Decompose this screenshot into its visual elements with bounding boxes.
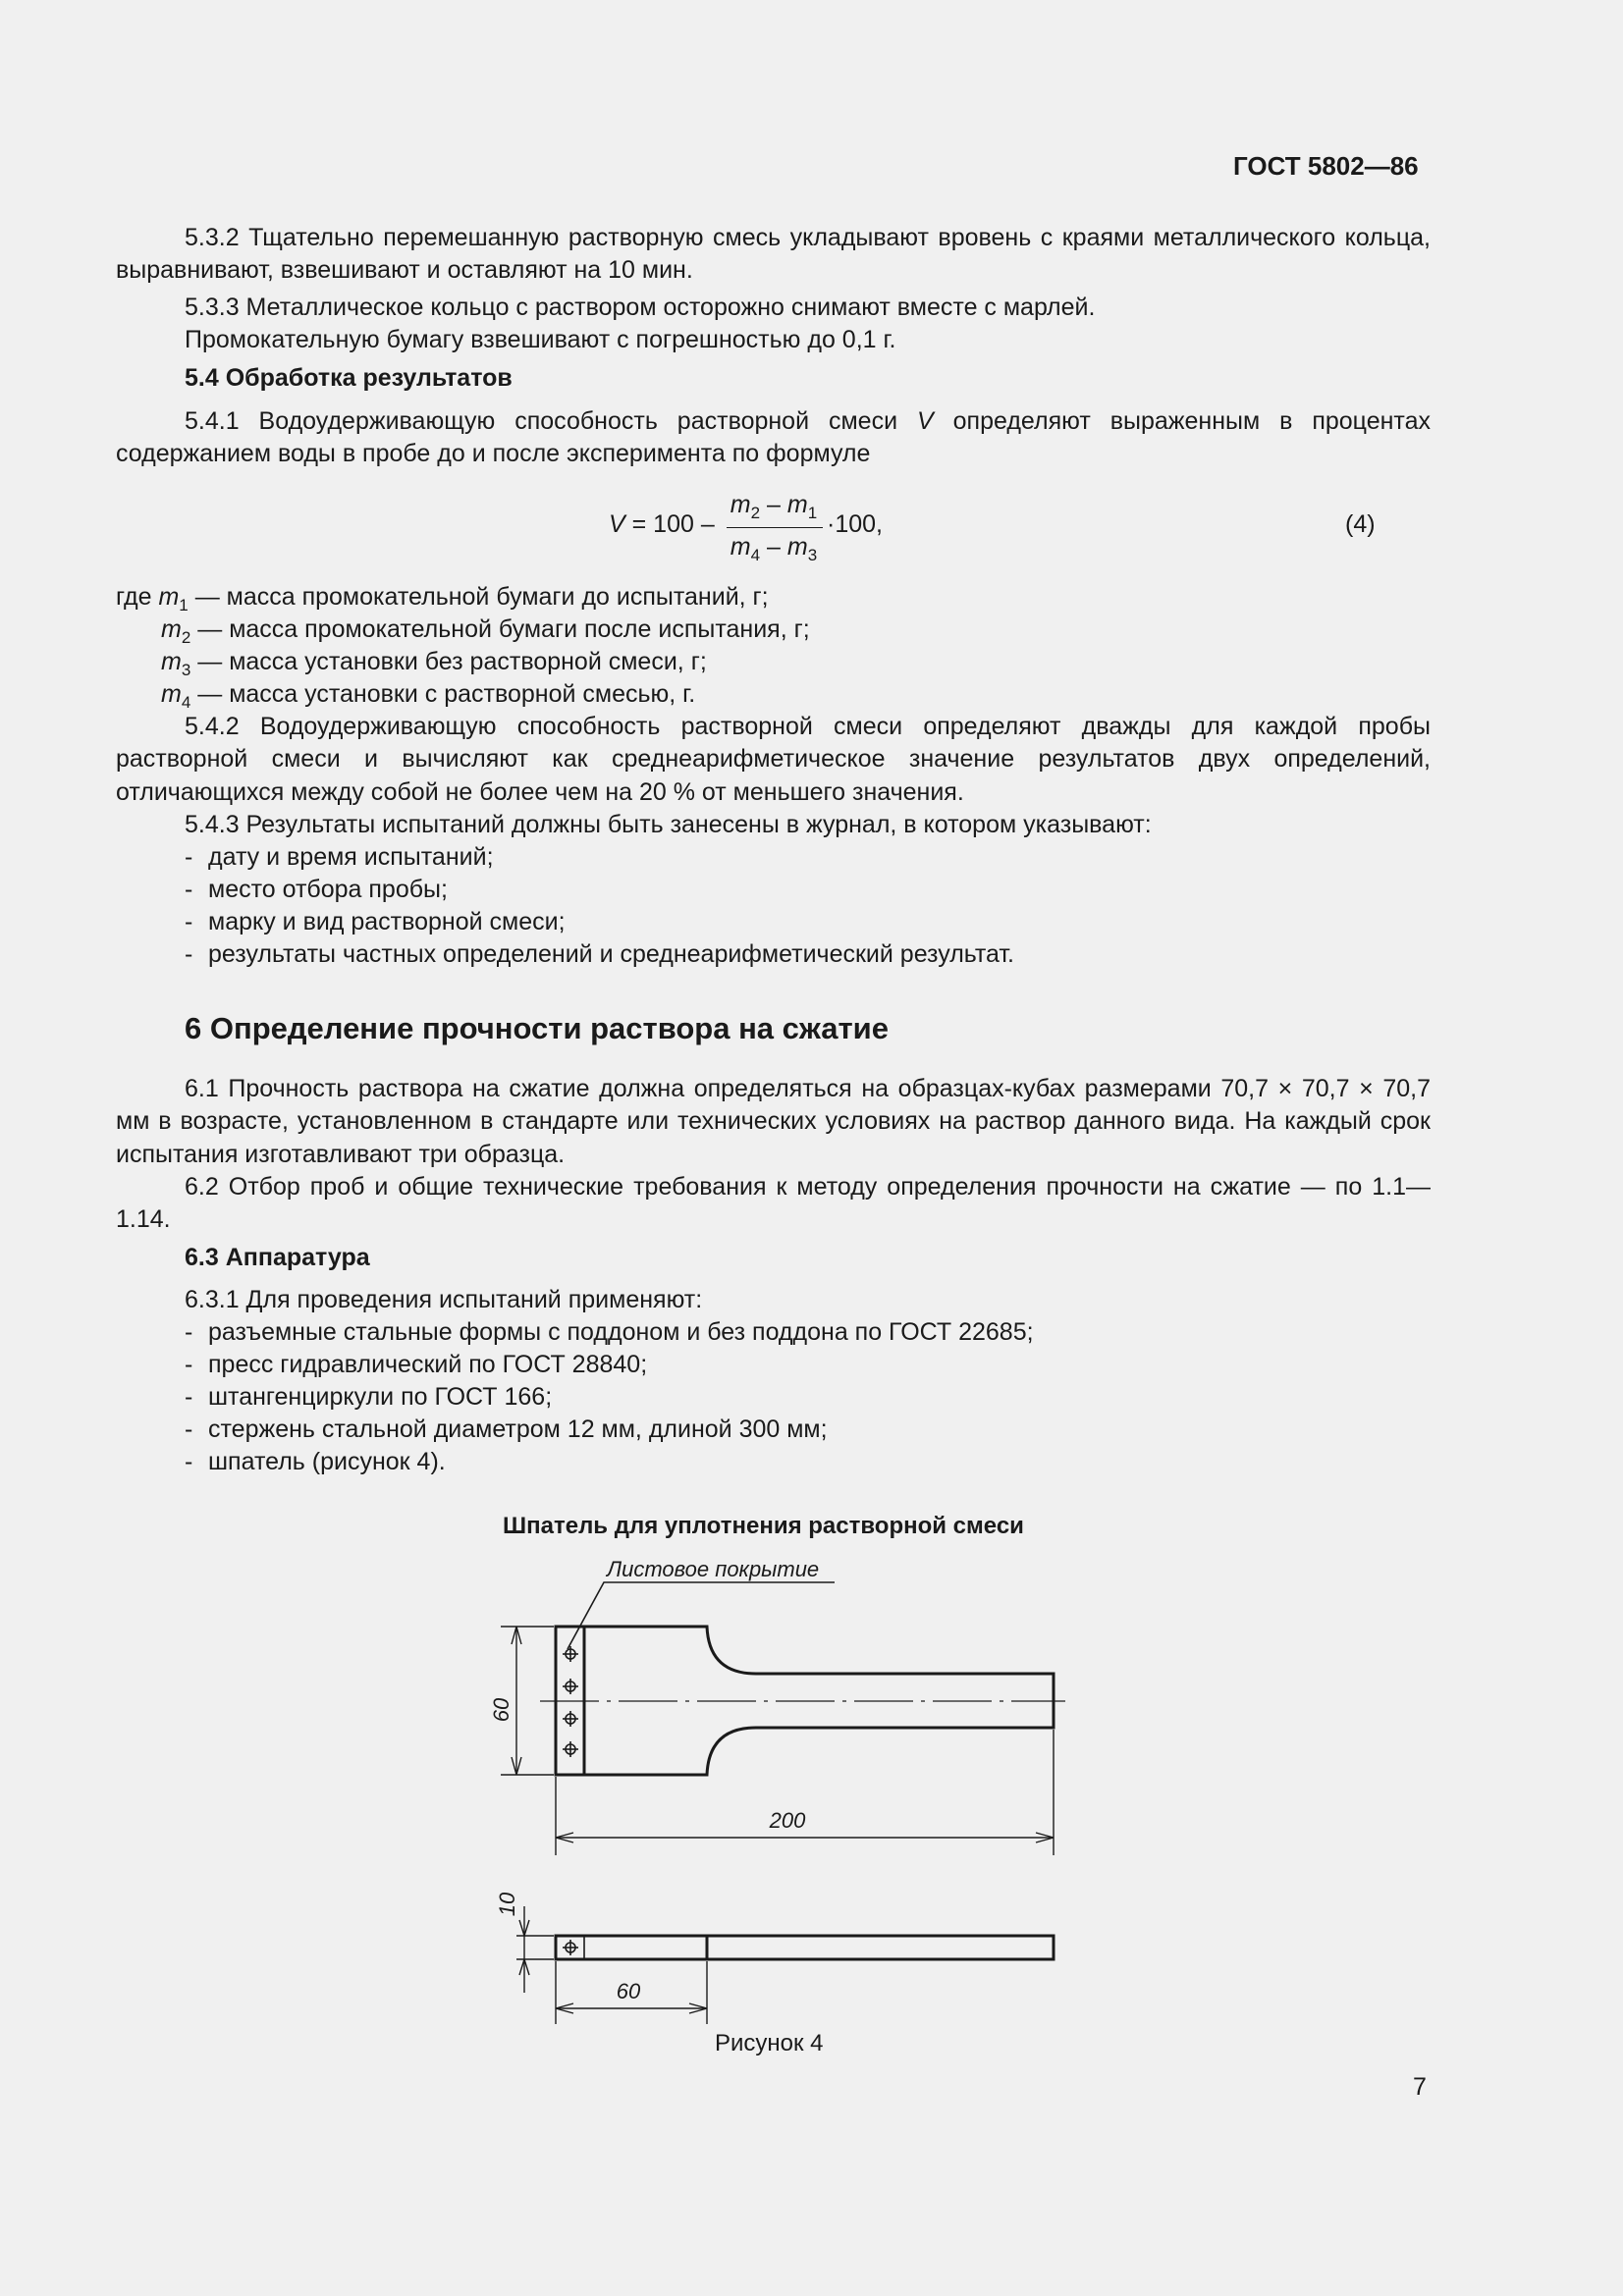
list-item: - пресс гидравлический по ГОСТ 28840; [185, 1349, 647, 1381]
formula-tail: ·100, [827, 510, 883, 538]
paragraph-6-1: 6.1 Прочность раствора на сжатие должна определяться на образцах-кубах размерами 70,7 × 70,7 × 70,7 мм в возрасте, установленном в стандарте или технических условиях на раствор данного вида. На каждый срок испытания изготавливают три образца. [116, 1075, 1431, 1168]
figure-title: Шпатель для уплотнения растворной смеси [503, 1513, 1024, 1539]
paragraph-6-3-1: 6.3.1 Для проведения испытаний применяют: [185, 1286, 703, 1313]
list-item: - место отбора пробы; [185, 874, 448, 906]
leader-label: Листовое покрытие [607, 1557, 820, 1581]
list-item: - марку и вид растворной смеси; [185, 906, 566, 938]
list-item: - стержень стальной диаметром 12 мм, длиной 300 мм; [185, 1414, 828, 1446]
dim-height-label: 60 [489, 1697, 514, 1723]
list-item: - результаты частных определений и среднеарифметический результат. [185, 938, 1014, 971]
leader-line [568, 1582, 835, 1649]
list-item: - дату и время испытаний; [185, 841, 494, 874]
formula-lhs: V = 100 – [609, 510, 715, 538]
paragraph-5-4-3: 5.4.3 Результаты испытаний должны быть занесены в журнал, в котором указывают: [185, 811, 1152, 838]
side-rivet [563, 1940, 578, 1955]
list-item: - штангенциркули по ГОСТ 166; [185, 1381, 552, 1414]
paragraph-6-2: 6.2 Отбор проб и общие технические требования к методу определения прочности на сжатие — по 1.1—1.14. [116, 1173, 1431, 1234]
figure-caption: Рисунок 4 [715, 2030, 824, 2056]
dim-blade-label: 60 [616, 1979, 641, 2003]
formula-number: (4) [1345, 510, 1376, 538]
dim-length [556, 1730, 1054, 1855]
dim-thickness [516, 1906, 554, 1993]
section-heading-6: 6 Определение прочности раствора на сжатие [185, 1011, 889, 1045]
where-line-2: $m_2$ — масса промокательной бумаги после испытания, г; [161, 615, 810, 647]
heading-6-3: 6.3 Аппаратура [185, 1244, 370, 1271]
heading-5-4: 5.4 Обработка результатов [185, 364, 513, 392]
formula-fraction-line [727, 527, 823, 528]
paragraph-5-4-2: 5.4.2 Водоудерживающую способность растворной смеси определяют дважды для каждой пробы растворной смеси и вычисляют как среднеарифметическое значение результатов двух определений, отличающихся между собой не более чем на 20 % от меньшего значения. [116, 713, 1431, 806]
dim-thickness-label: 10 [495, 1892, 519, 1917]
formula-numerator: $m_2 - m_1$ [730, 491, 818, 522]
spatula-drawing [471, 1541, 1080, 2052]
paragraph-5-3-3-cont: Промокательную бумагу взвешивают с погрешностью до 0,1 г. [185, 326, 896, 353]
spatula-side-outline [556, 1936, 1054, 1959]
where-line-3: $m_3$ — масса установки без растворной смеси, г; [161, 648, 707, 679]
where-line-4: $m_4$ — масса установки с растворной смесью, г. [161, 680, 696, 712]
paragraph-5-3-2: 5.3.2 Тщательно перемешанную растворную смесь укладывают вровень с краями металлического кольца, выравнивают, взвешивают и оставляют на 10 мин. [116, 224, 1431, 285]
where-line-1: где $m_1$ — масса промокательной бумаги до испытаний, г; [116, 583, 769, 614]
list-item: - разъемные стальные формы с поддоном и без поддона по ГОСТ 22685; [185, 1316, 1034, 1349]
page-number: 7 [1413, 2073, 1427, 2101]
formula-denominator: $m_4 - m_3$ [730, 533, 818, 564]
paragraph-5-3-3: 5.3.3 Металлическое кольцо с раствором осторожно снимают вместе с марлей. [185, 294, 1096, 321]
list-item: - шпатель (рисунок 4). [185, 1446, 446, 1478]
dim-length-label: 200 [769, 1808, 806, 1833]
paragraph-5-4-1: 5.4.1 Водоудерживающую способность растворной смеси V определяют выраженным в процентах содержанием воды в пробе до и после эксперимента по формуле [116, 407, 1431, 468]
document-header: ГОСТ 5802—86 [1233, 151, 1419, 181]
